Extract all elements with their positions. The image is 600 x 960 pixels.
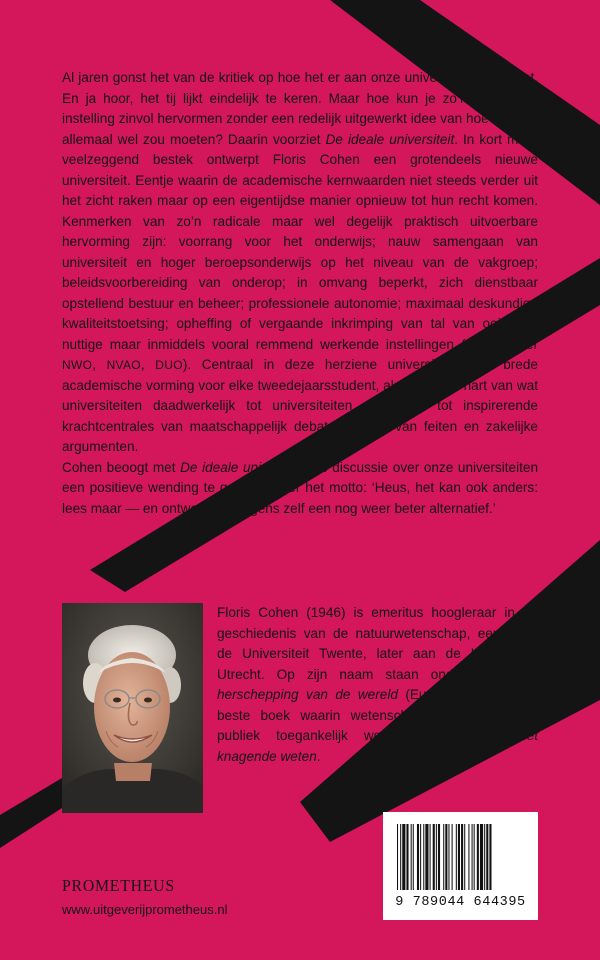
barcode-bar [468, 824, 469, 890]
book-title-italic: De herschepping van de wereld [217, 666, 538, 702]
publisher-logo: PROMETHEUS [62, 876, 175, 895]
barcode-bar [417, 824, 419, 890]
barcode-bar [443, 824, 444, 890]
author-portrait-illustration [62, 603, 203, 813]
barcode-bar [425, 824, 428, 890]
blurb-text-run: Cohen beoogt met [62, 459, 181, 475]
bio-text-run: (Eurekaprijs voor het beste boek waarin wetenschap voor een breed publiek toegankelijk wordt gemaakt) en [217, 687, 538, 743]
separator: , [92, 357, 107, 372]
barcode-bar [420, 824, 421, 890]
blurb-text-run: ). Centraal in deze herziene universiteit staat brede academische vorming voor elke tweedejaarsstudent, als kloppend hart van wat universiteiten daadwerkelijk tot universiteiten maakt en tot inspirerende krachtcentrales van maatschappelijk debat op basis van feiten en zakelijke argumenten. [62, 357, 538, 454]
separator: , [140, 357, 156, 372]
bio-text-run: . [316, 748, 321, 764]
barcode-bar [402, 824, 405, 890]
book-title-italic: Het knagende weten [217, 728, 538, 764]
isbn-barcode [383, 812, 538, 920]
book-title-italic: De ideale universiteit [180, 459, 308, 475]
barcode-bar [474, 824, 475, 890]
barcode-bar [397, 824, 398, 890]
author-bio [217, 603, 538, 767]
barcode-bar [413, 824, 414, 890]
barcode-bar [477, 824, 479, 890]
blurb-text [62, 68, 538, 519]
barcode-bar [448, 824, 449, 890]
blurb-text-run: Al jaren gonst het van de kritiek op hoe het er aan onze universiteiten toegaat. En ja hoor, het tij lijkt eindelijk te keren. Maar hoe kun je zo’n veelzijdige instelling zinvol hervormen zonder een redelijk uitgewerkt idee van hoe het dan allemaal wel zou moeten? Daarin voorziet [62, 70, 538, 147]
bio-text-run: Floris Cohen (1946) is emeritus hoogleraar in de geschiedenis van de natuurwetenschap, eerst aan de Universiteit Twente, later aan de Universiteit Utrecht. Op zijn naam staan onder meer [217, 605, 538, 682]
barcode-bar [436, 824, 437, 890]
barcode-bars [383, 812, 538, 898]
barcode-bar [484, 824, 485, 890]
barcode-bar [430, 824, 431, 890]
blurb-text-run: de discussie over onze universiteiten een positieve wending te geven, onder het motto: ‘Heus, het kan ook anders: lees maar — en ontwerp vervolgens zelf een nog weer beter alternatief.’ [62, 459, 539, 516]
barcode-bar [458, 824, 460, 890]
barcode-bar [456, 824, 457, 890]
barcode-bar [411, 824, 412, 890]
barcode-bar [400, 824, 401, 890]
barcode-bar [489, 824, 491, 890]
barcode-bar [452, 824, 453, 890]
barcode-bar [464, 824, 465, 890]
barcode-bar [486, 824, 488, 890]
barcode-bar [433, 824, 435, 890]
barcode-bar [406, 824, 408, 890]
barcode-bar [445, 824, 447, 890]
acronym-duo: DUO [155, 358, 183, 372]
barcode-bar [480, 824, 483, 890]
blurb-text-run: . In kort maar veelzeggend bestek ontwerpt Floris Cohen een grotendeels nieuwe universiteit. Eentje waarin de academische kernwaarden niet steeds verder uit het zicht raken maar op een eigentijdse manier opnieuw tot hun recht komen. Kenmerken van zo’n radicale maar wel degelijk praktisch uitvoerbare hervorming zijn: voorrang voor het onderwijs; nauw samengaan van universiteit en hoger beroepsonderwijs op het niveau van de vakgroep; beleidsvoorbereiding van onderop; in omvang beperkt, zich dienstbaar opstellend bestuur en beheer; professionele autonomie; maximaal deskundige kwaliteitstoetsing; opheffing of vergaande inkrimping van tal van ooit heel nuttige maar inmiddels vooral remmend werkende instellingen (onder meer [62, 131, 538, 352]
acronym-nwo: NWO [62, 358, 93, 372]
barcode-bar [438, 824, 440, 890]
barcode-bar [423, 824, 424, 890]
barcode-bar [472, 824, 473, 890]
blurb-paragraph-1 [62, 68, 538, 458]
blurb-paragraph-2 [62, 458, 538, 520]
stripe-lower-left [0, 778, 62, 848]
barcode-bar [461, 824, 463, 890]
author-photo [62, 603, 203, 813]
acronym-nvao: NVAO [106, 358, 141, 372]
publisher-url[interactable]: www.uitgeverijprometheus.nl [62, 902, 228, 917]
book-title-italic: De ideale universiteit [325, 131, 455, 147]
isbn-number: 9 789044 644395 [395, 895, 526, 910]
